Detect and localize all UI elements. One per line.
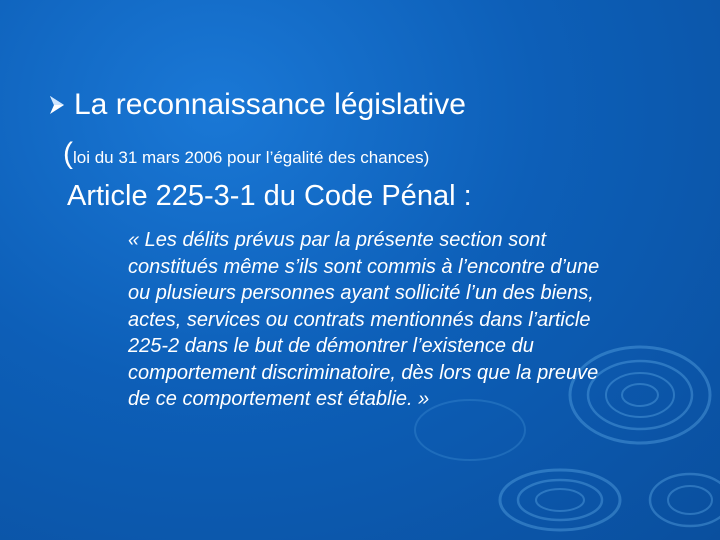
subheading-text: loi du 31 mars 2006 pour l’égalité des chances) [73,148,430,167]
slide-heading: La reconnaissance législative [74,88,466,121]
quote-line: « Les délits prévus par la présente section sont [128,229,547,251]
arrow-bullet-icon [48,94,66,116]
quote-line: de ce comportement est établie. » [128,388,430,410]
quote-line: ou plusieurs personnes ayant sollicité l’un des biens, [128,282,594,304]
quote-line: actes, services ou contrats mentionnés dans l’article [128,308,591,331]
article-title: Article 225-3-1 du Code Pénal : [67,180,472,212]
subheading-paren: ( [63,137,73,170]
subheading-line [63,137,429,171]
quote-line: 225-2 dans le but de démontrer l’existence du [128,335,534,357]
heading-line [48,88,466,122]
article-quote [128,227,668,413]
quote-line: constitués même s’ils sont commis à l’encontre d’une [128,255,600,278]
quote-line: comportement discriminatoire, dès lors que la preuve [128,361,599,384]
